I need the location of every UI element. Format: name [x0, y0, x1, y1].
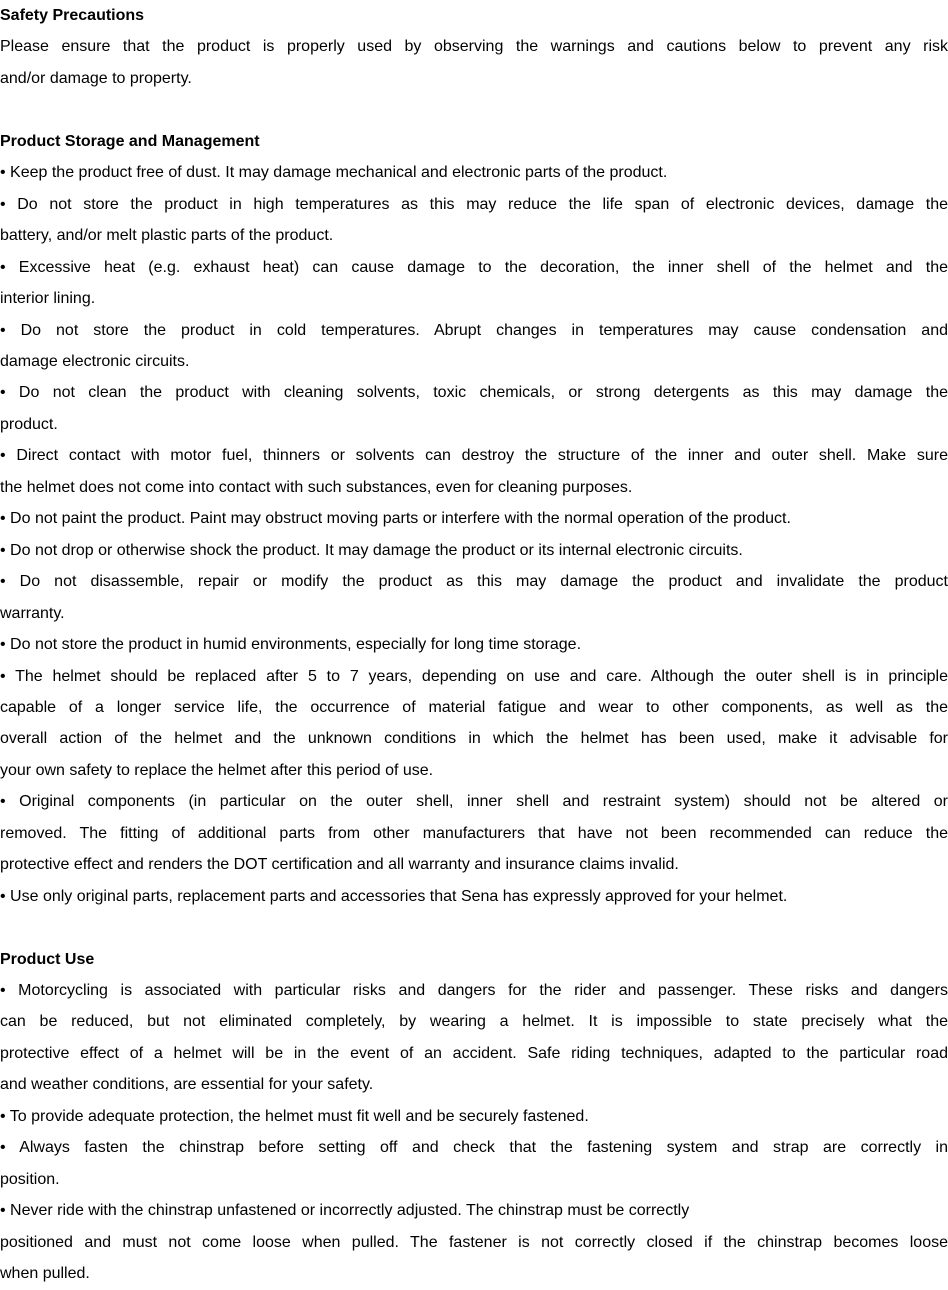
spacer [0, 912, 948, 943]
page-title: Safety Precautions [0, 7, 145, 24]
intro-line: and/or damage to property. [0, 69, 192, 87]
use-line: • Motorcycling is associated with particular risks and dangers for the rider and passenger. These risks and dangers [0, 982, 948, 1000]
storage-line: • Do not clean the product with cleaning solvents, toxic chemicals, or strong detergents as this may damage the [0, 384, 948, 402]
storage-line: damage electronic circuits. [0, 352, 190, 370]
storage-line: • Use only original parts, replacement parts and accessories that Sena has expressly approved for your helmet. [0, 887, 788, 905]
storage-line: interior lining. [0, 290, 96, 308]
storage-line: • Do not paint the product. Paint may obstruct moving parts or interfere with the normal operation of the product. [0, 510, 791, 528]
storage-line: warranty. [0, 604, 65, 622]
storage-line: your own safety to replace the helmet after this period of use. [0, 761, 434, 779]
storage-line: the helmet does not come into contact with such substances, even for cleaning purposes. [0, 478, 633, 496]
storage-line: overall action of the helmet and the unknown conditions in which the helmet has been used, make it advisable for [0, 730, 948, 748]
storage-line: battery, and/or melt plastic parts of the product. [0, 227, 334, 245]
storage-line: • Direct contact with motor fuel, thinners or solvents can destroy the structure of the inner and outer shell. Make sure [0, 447, 948, 465]
use-line: position. [0, 1170, 60, 1188]
use-line: • Never ride with the chinstrap unfastened or incorrectly adjusted. The chinstrap must be correctly [0, 1202, 690, 1220]
storage-line: capable of a longer service life, the occurrence of material fatigue and wear to other components, as well as the [0, 698, 948, 716]
storage-line: • Keep the product free of dust. It may damage mechanical and electronic parts of the product. [0, 164, 668, 182]
storage-line: • Do not drop or otherwise shock the product. It may damage the product or its internal electronic circuits. [0, 541, 743, 559]
storage-line: product. [0, 415, 58, 433]
storage-line: • Do not store the product in high temperatures as this may reduce the life span of electronic devices, damage the [0, 195, 948, 213]
storage-line: • Do not store the product in humid environments, especially for long time storage. [0, 636, 582, 654]
use-line: • Always fasten the chinstrap before setting off and check that the fastening system and strap are correctly in [0, 1139, 948, 1157]
use-line: and weather conditions, are essential for your safety. [0, 1076, 374, 1094]
storage-line: removed. The fitting of additional parts from other manufacturers that have not been recommended can reduce the [0, 824, 948, 842]
section-heading-use: Product Use [0, 950, 95, 968]
use-line: can be reduced, but not eliminated completely, by wearing a helmet. It is impossible to state precisely what the [0, 1013, 948, 1031]
section-heading-storage: Product Storage and Management [0, 132, 260, 150]
storage-line: • Excessive heat (e.g. exhaust heat) can cause damage to the decoration, the inner shell of the helmet and the [0, 258, 948, 276]
storage-line: • Do not disassemble, repair or modify the product as this may damage the product and invalidate the product [0, 573, 948, 591]
intro-line: Please ensure that the product is properly used by observing the warnings and cautions below to prevent any risk [0, 38, 948, 56]
storage-line: • Original components (in particular on the outer shell, inner shell and restraint system) should not be altered or [0, 793, 948, 811]
spacer [0, 94, 948, 125]
use-line: when pulled. [0, 1265, 90, 1283]
use-line: positioned and must not come loose when pulled. The fastener is not correctly closed if the chinstrap becomes loose [0, 1233, 948, 1251]
use-line: • To provide adequate protection, the helmet must fit well and be securely fastened. [0, 1107, 589, 1125]
storage-line: • Do not store the product in cold temperatures. Abrupt changes in temperatures may cause condensation and [0, 321, 948, 339]
storage-line: protective effect and renders the DOT certification and all warranty and insurance claims invalid. [0, 856, 679, 874]
storage-line: • The helmet should be replaced after 5 to 7 years, depending on use and care. Although the outer shell is in principle [0, 667, 948, 685]
use-line: protective effect of a helmet will be in the event of an accident. Safe riding techniques, adapted to the particular road [0, 1044, 948, 1062]
